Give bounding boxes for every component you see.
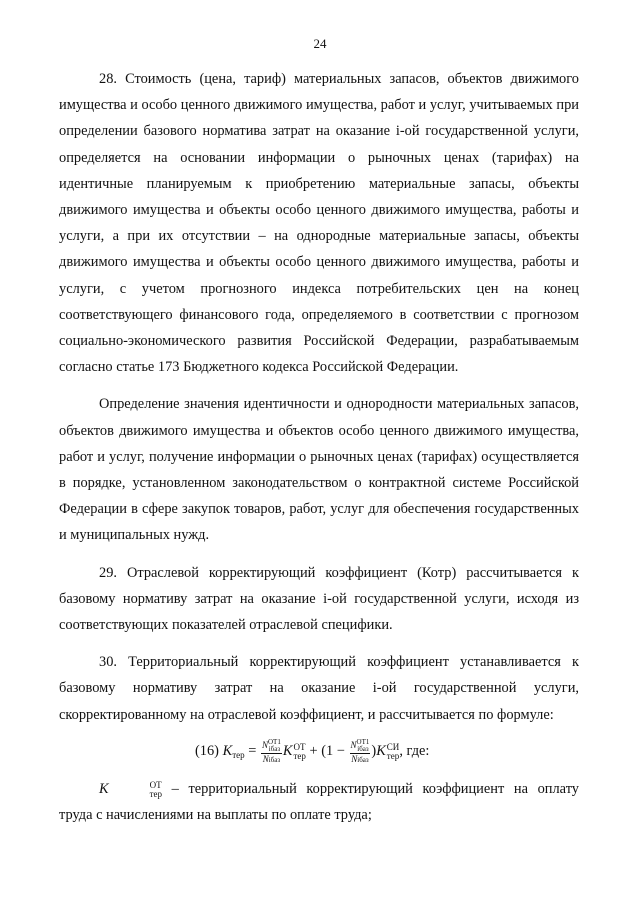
term1-sub: тер [293,750,306,761]
frac2-num-sub: iбаз [357,744,369,753]
formula-close-paren: ) [371,742,377,759]
document-body [59,66,579,828]
paragraph-28: 28. Стоимость (цена, тариф) материальных запасов, объектов движимого имущества и особо ценного движимого имущества, работ и услуг, учитываемых при определении базового норматива затрат на оказание i-ой государственной услуги, определяется на основании информации о рыночных ценах (тарифах) на идентичные планируемым к приобретению материальные запасы, объекты движимого имущества и объекты особо ценного движимого имущества, работы и услуги, а при их отсутствии – на однородные материальные запасы, объекты движимого имущества и объекты особо ценного движимого имущества, работы и услуги, с учетом прогнозного индекса потребительских цен на конец соответствующего финансового года, определяемого в соответствии с прогнозом социально-экономического развития Российской Федерации, разрабатываемым согласно статье 173 Бюджетного кодекса Российской Федерации. [59,71,579,376]
formula-lhs-symbol: K [222,742,233,759]
definition-text: – территориальный корректирующий коэффициент на оплату труда с начислениями на выплаты по оплате труда; [59,780,579,824]
frac2-den-symbol: N [351,753,358,764]
formula-suffix: , где: [399,742,430,759]
frac2-den-sub: iбаз [357,755,369,764]
term2-sub: тер [386,750,400,761]
formula-fraction-2 [350,739,371,765]
formula-plus: + (1 − [309,742,345,759]
page-number: 24 [313,36,327,51]
frac1-den-sub: iбаз [268,755,281,764]
formula-lhs-subscript: тер [232,749,245,760]
definition-symbol: K [99,780,109,797]
frac1-den-symbol: N [262,753,269,764]
formula-fraction-1 [261,739,282,765]
frac1-num-sup: ОТ1 [268,737,281,746]
formula-term2-indices [387,743,400,761]
frac1-num-sub: iбаз [268,744,281,753]
term2-sup: СИ [386,741,400,752]
paragraph-28-continuation: Определение значения идентичности и однородности материальных запасов, объектов движимого имущества и объектов особо ценного движимого имущества, работ и услуг, получение информации о рыночных ценах (тарифах) осуществляется в порядке, установленном законодательством о контрактной системе Российской Федерации в сфере закупок товаров, работ, услуг для обеспечения государственных и муниципальных нужд. [59,396,579,544]
paragraph-29: 29. Отраслевой корректирующий коэффициент (Котр) рассчитывается к базовому нормативу затрат на оказание i-ой государственной услуги, исходя из соответствующих показателей отраслевой специфики. [59,564,579,634]
frac2-num-symbol: N [350,739,357,750]
definition-k-ter-ot [59,776,579,828]
frac2-num-sup: ОТ1 [356,737,370,746]
formula-term2-symbol: K [376,742,386,759]
formula-term1-indices [293,743,305,761]
definition-sub: тер [149,788,163,799]
definition-indices [110,781,162,799]
formula-equals: = [248,742,257,759]
paragraph-30: 30. Территориальный корректирующий коэффициент устанавливается к базовому нормативу затрат на оказание i-ой государственной услуги, скорректированному на отраслевой коэффициент, и рассчитывается по формуле: [59,654,579,723]
definition-sup: ОТ [149,779,162,790]
term1-sup: ОТ [293,741,306,752]
frac1-num-symbol: N [261,739,268,750]
formula-16 [59,736,579,770]
formula-label: (16) [195,742,219,759]
formula-term1-symbol: K [282,742,293,759]
